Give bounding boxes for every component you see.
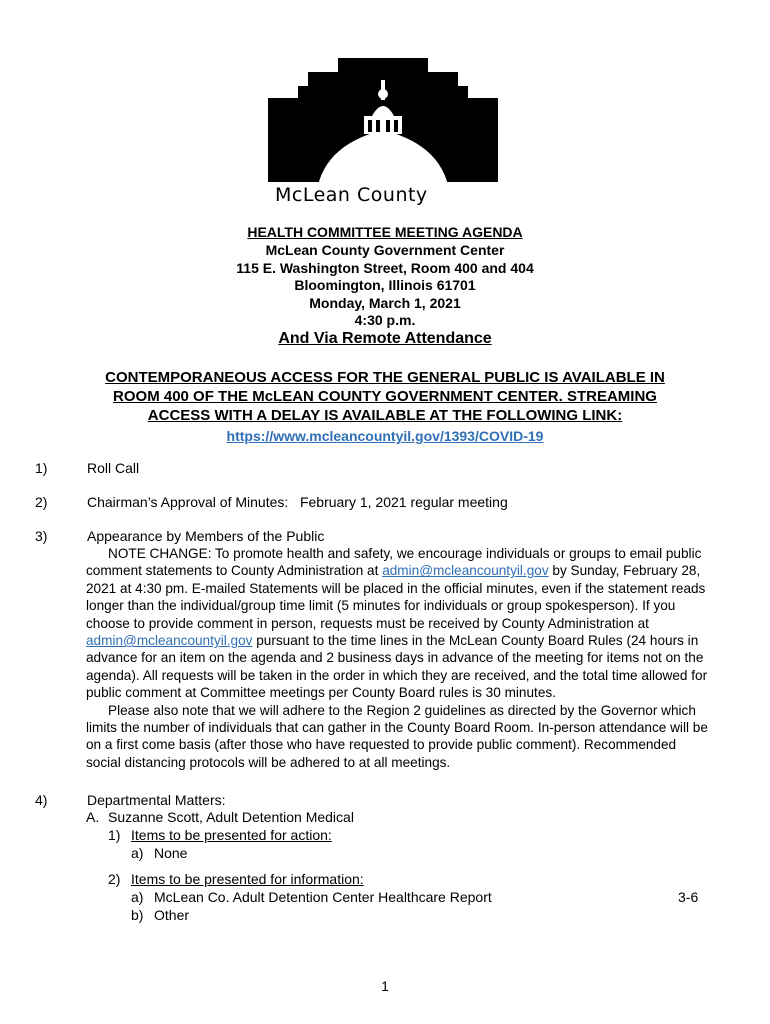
agenda-item-departmental [35, 792, 226, 809]
logo-text: McLean County [275, 184, 428, 206]
item-label: Roll Call [87, 460, 140, 476]
meeting-time: 4:30 p.m. [354, 312, 416, 328]
note-text: Please also note that we will adhere to the Region 2 guidelines as directed by the Governor which limits the number of individuals that can gather in the County Board Room. In-person attendance will be on a first come basis (after those who have requested to provide public comment). Recommended social distancing protocols will be adhered to at all meetings. [86, 702, 708, 770]
dept-a1a-label: None [154, 845, 188, 861]
item-number: 1) [35, 460, 48, 476]
access-line-2: ROOM 400 OF THE McLEAN COUNTY GOVERNMENT CENTER. STREAMING [113, 388, 657, 405]
note-text: NOTE CHANGE: To promote health and safety, we encourage individuals or groups to email public comment statements to County Administration at [86, 546, 702, 579]
dept-a2b-num: b) [131, 907, 144, 923]
access-line-3: ACCESS WITH A DELAY IS AVAILABLE AT THE FOLLOWING LINK: [147, 407, 623, 424]
item-label: Appearance by Members of the Public [87, 528, 325, 544]
item-label: Chairman’s Approval of Minutes: February 1, 2021 regular meeting [87, 494, 508, 510]
dept-a2b-label: Other [154, 907, 190, 923]
dept-a-letter: A. [86, 809, 100, 825]
admin-email-link[interactable]: admin@mcleancountyil.gov [86, 633, 253, 649]
venue-address: 115 E. Washington Street, Room 400 and 404 [236, 260, 534, 276]
note-text: pursuant to the time lines in the McLean County Board Rules (24 hours in advance for an item on the agenda and 2 business days in advance of the meeting for items not on the agenda). All requests will be taken in the order in which they are received, and the total time allowed for public comment at Committee meetings per County Board rules is 30 minutes. [86, 633, 708, 701]
venue-city: Bloomington, Illinois 61701 [294, 277, 476, 293]
public-access-notice [60, 368, 710, 425]
agenda-item-minutes [35, 494, 508, 511]
dept-a1-num: 1) [108, 827, 121, 843]
dept-a-action [108, 827, 332, 844]
report-page-range: 3-6 [678, 889, 699, 905]
item-label: Departmental Matters: [87, 792, 226, 808]
dept-a-label: Suzanne Scott, Adult Detention Medical [108, 809, 354, 825]
dept-a [86, 809, 354, 826]
item-number: 3) [35, 528, 48, 544]
dept-a-information [108, 871, 364, 888]
note-paragraph-2 [86, 702, 708, 772]
dept-a2-num: 2) [108, 871, 121, 887]
dept-a2-label: Items to be presented for information: [131, 871, 364, 887]
public-comment-note [86, 545, 708, 771]
agenda-title: HEALTH COMMITTEE MEETING AGENDA [247, 224, 523, 240]
dept-a-info-item-other [131, 907, 189, 924]
note-text: by Sunday, February 28, 2021 at 4:30 pm. E-mailed Statements will be placed in the official minutes, even if the statement reads longer than the individual/group time limit (5 minutes for individuals or group spokesperson). If you choose to provide comment in person, requests must be received by County Administration at [86, 563, 706, 631]
dept-a1a-num: a) [131, 845, 144, 861]
dept-a-info-item-report [131, 889, 492, 906]
venue-name: McLean County Government Center [265, 242, 505, 258]
item-number: 4) [35, 792, 48, 808]
item-number: 2) [35, 494, 48, 510]
dept-a2a-num: a) [131, 889, 144, 905]
admin-email-link[interactable]: admin@mcleancountyil.gov [382, 563, 549, 579]
dept-a-action-item [131, 845, 187, 862]
covid-link[interactable]: https://www.mcleancountyil.gov/1393/COVID-19 [226, 428, 544, 444]
agenda-item-roll-call [35, 460, 139, 477]
access-line-1: CONTEMPORANEOUS ACCESS FOR THE GENERAL PUBLIC IS AVAILABLE IN [105, 369, 665, 386]
note-paragraph-1 [86, 545, 708, 702]
agenda-item-public-appearance [35, 528, 324, 545]
page-number: 1 [381, 978, 389, 994]
remote-attendance: And Via Remote Attendance [278, 330, 492, 347]
dept-a1-label: Items to be presented for action: [131, 827, 332, 843]
dept-a2a-label: McLean Co. Adult Detention Center Healthcare Report [154, 889, 492, 905]
meeting-date: Monday, March 1, 2021 [309, 295, 461, 311]
